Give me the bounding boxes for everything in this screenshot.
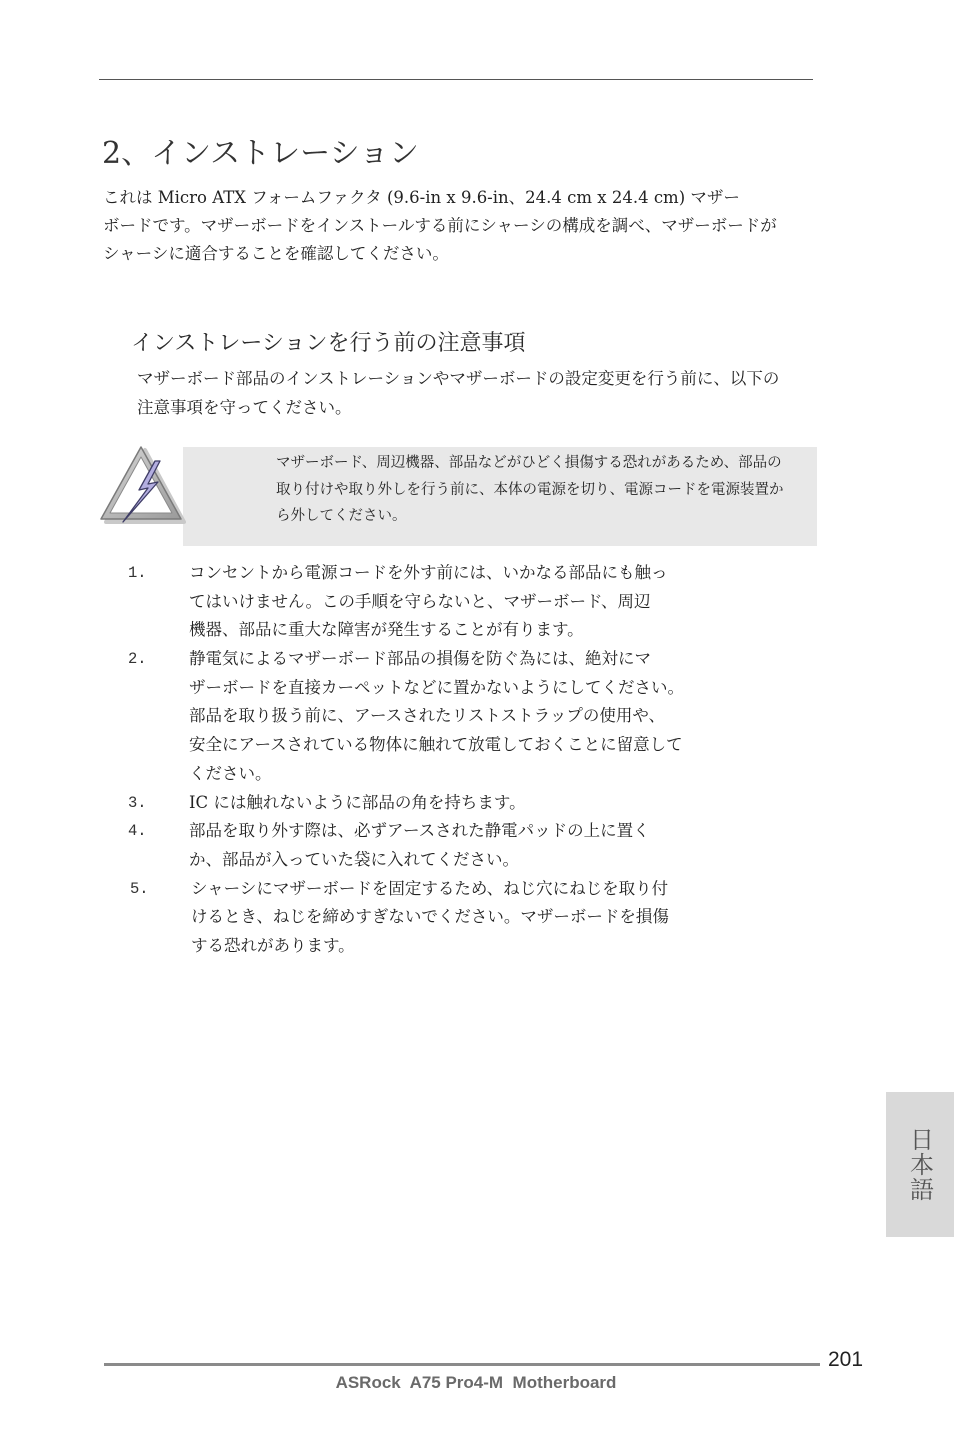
warning-line: マザーボード、周辺機器、部品などがひどく損傷する恐れがあるため、部品の [276, 455, 782, 471]
list-item-line: けるとき、ねじを締めすぎないでください。マザーボードを損傷 [191, 907, 669, 927]
footer-product-name: ASRock A75 Pro4-M Motherboard [335, 1373, 617, 1392]
list-item-number: 5. [130, 879, 149, 898]
warning-box [183, 447, 817, 546]
list-item-line: IC には触れないように部品の角を持ちます。 [189, 792, 526, 812]
list-item-line: てはいけません。この手順を守らないと、マザーボード、周辺 [189, 591, 651, 611]
warning-line: 取り付けや取り外しを行う前に、本体の電源を切り、電源コードを電源装置か [276, 481, 784, 498]
section-title: 2、インストレーション [102, 136, 419, 171]
list-item-number: 1. [128, 564, 147, 582]
list-item [128, 817, 828, 874]
intro-line: ボードです。マザーボードをインストールする前にシャーシの構成を調べ、マザーボードが [103, 216, 777, 235]
list-item-text [191, 875, 828, 961]
list-item-line: ください。 [189, 763, 272, 783]
list-item-line: 部品を取り扱う前に、アースされたリストストラップの使用や、 [189, 706, 666, 726]
list-item-line: する恐れがあります。 [191, 935, 355, 955]
list-item [128, 645, 828, 788]
language-tab-label: 日本語 [905, 1127, 934, 1202]
precautions-heading: インストレーションを行う前の注意事項 [131, 331, 526, 356]
header-rule [99, 79, 813, 80]
intro-line: これは Micro ATX フォームファクタ (9.6-in x 9.6-in、24.4 cm x 24.4 cm) マザー [103, 188, 740, 207]
list-item-line: 安全にアースされている物体に触れて放電しておくことに留意して [189, 735, 683, 755]
list-item-text [189, 789, 828, 818]
page-number: 201 [828, 1348, 864, 1371]
list-item-line: ザーボードを直接カーペットなどに置かないようにしてください。 [189, 677, 684, 697]
precautions-intro-line: マザーボード部品のインストレーションやマザーボードの設定変更を行う前に、以下の [137, 369, 780, 388]
list-item-line: シャーシにマザーボードを固定するため、ねじ穴にねじを取り付 [191, 878, 669, 898]
list-item-line: か、部品が入っていた袋に入れてください。 [189, 849, 519, 869]
list-item [128, 789, 828, 818]
list-item-line: コンセントから電源コードを外す前には、いかなる部品にも触っ [189, 563, 668, 582]
list-item-number: 2. [128, 650, 147, 669]
list-item-number: 3. [128, 793, 147, 812]
list-item-text [189, 645, 828, 788]
list-item-line: 静電気によるマザーボード部品の損傷を防ぐ為には、絶対にマ [189, 649, 651, 669]
list-item [128, 875, 828, 961]
warning-line: ら外してください。 [276, 508, 407, 524]
list-item-text [189, 559, 828, 645]
list-item-text [189, 817, 828, 874]
language-side-tab [886, 1092, 954, 1237]
list-item-line: 部品を取り外す際は、必ずアースされた静電パッドの上に置く [189, 821, 650, 841]
warning-lightning-icon [98, 444, 186, 528]
intro-line: シャーシに適合することを確認してください。 [103, 244, 449, 263]
precautions-intro [137, 364, 827, 422]
list-item [128, 559, 828, 645]
precautions-intro-line: 注意事項を守ってください。 [137, 398, 352, 417]
list-item-number: 4. [128, 822, 147, 841]
list-item-line: 機器、部品に重大な障害が発生することが有ります。 [189, 620, 584, 640]
footer-rule [104, 1363, 820, 1366]
section-intro [103, 184, 815, 268]
warning-text [276, 450, 814, 530]
precautions-list [128, 559, 828, 961]
